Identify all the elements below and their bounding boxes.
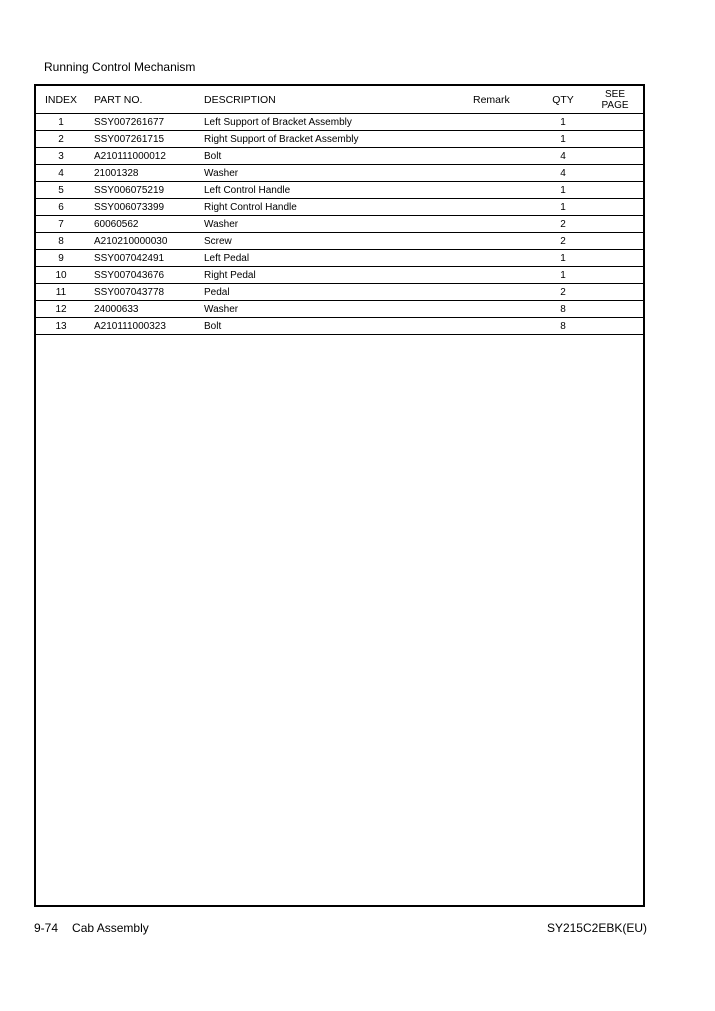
cell-qty: 2 <box>539 216 587 233</box>
cell-remark <box>469 318 539 335</box>
table-row <box>36 182 643 199</box>
cell-qty: 4 <box>539 165 587 182</box>
cell-see-page <box>587 165 643 182</box>
cell-see-page <box>587 318 643 335</box>
cell-index: 5 <box>36 182 86 199</box>
cell-part-no: SSY007261715 <box>86 131 198 148</box>
cell-description: Bolt <box>198 148 469 165</box>
cell-description: Right Control Handle <box>198 199 469 216</box>
header-remark: Remark <box>469 86 539 114</box>
cell-qty: 1 <box>539 250 587 267</box>
cell-see-page <box>587 267 643 284</box>
cell-remark <box>469 131 539 148</box>
cell-remark <box>469 301 539 318</box>
footer-section: Cab Assembly <box>72 921 149 935</box>
cell-index: 8 <box>36 233 86 250</box>
cell-description: Left Pedal <box>198 250 469 267</box>
cell-see-page <box>587 199 643 216</box>
table-row <box>36 165 643 182</box>
cell-see-page <box>587 148 643 165</box>
page-number: 9-74 <box>34 921 59 935</box>
cell-part-no: SSY007261677 <box>86 114 198 131</box>
cell-remark <box>469 284 539 301</box>
table-row <box>36 284 643 301</box>
header-qty: QTY <box>539 86 587 114</box>
cell-index: 3 <box>36 148 86 165</box>
cell-remark <box>469 216 539 233</box>
cell-description: Washer <box>198 301 469 318</box>
cell-part-no: SSY006075219 <box>86 182 198 199</box>
cell-qty: 4 <box>539 148 587 165</box>
cell-remark <box>469 165 539 182</box>
footer-model: SY215C2EBK(EU) <box>546 921 647 935</box>
cell-qty: 1 <box>539 131 587 148</box>
cell-part-no: SSY006073399 <box>86 199 198 216</box>
cell-part-no: 60060562 <box>86 216 198 233</box>
cell-description: Screw <box>198 233 469 250</box>
table-row <box>36 148 643 165</box>
table-row <box>36 216 643 233</box>
section-title: Running Control Mechanism <box>44 60 196 74</box>
cell-see-page <box>587 284 643 301</box>
cell-remark <box>469 233 539 250</box>
cell-see-page <box>587 250 643 267</box>
cell-part-no: 24000633 <box>86 301 198 318</box>
table-row <box>36 301 643 318</box>
cell-remark <box>469 199 539 216</box>
cell-description: Right Pedal <box>198 267 469 284</box>
cell-see-page <box>587 131 643 148</box>
cell-see-page <box>587 233 643 250</box>
cell-description: Bolt <box>198 318 469 335</box>
table-row <box>36 250 643 267</box>
table-header-row <box>36 86 643 114</box>
table-row <box>36 233 643 250</box>
cell-part-no: SSY007043778 <box>86 284 198 301</box>
cell-part-no: 21001328 <box>86 165 198 182</box>
cell-remark <box>469 250 539 267</box>
cell-see-page <box>587 301 643 318</box>
header-see-page <box>587 86 643 114</box>
cell-index: 4 <box>36 165 86 182</box>
table-row <box>36 114 643 131</box>
cell-index: 11 <box>36 284 86 301</box>
table-row <box>36 131 643 148</box>
cell-index: 9 <box>36 250 86 267</box>
cell-index: 12 <box>36 301 86 318</box>
cell-index: 13 <box>36 318 86 335</box>
parts-table-body <box>36 114 643 335</box>
cell-index: 6 <box>36 199 86 216</box>
header-index: INDEX <box>36 86 86 114</box>
cell-part-no: SSY007043676 <box>86 267 198 284</box>
footer-left <box>34 921 149 935</box>
cell-qty: 1 <box>539 267 587 284</box>
cell-description: Left Control Handle <box>198 182 469 199</box>
cell-qty: 1 <box>539 182 587 199</box>
cell-see-page <box>587 216 643 233</box>
cell-description: Left Support of Bracket Assembly <box>198 114 469 131</box>
header-see-page-line1: SEE <box>604 88 625 100</box>
header-part-no: PART NO. <box>86 86 198 114</box>
cell-remark <box>469 182 539 199</box>
cell-part-no: A210111000323 <box>86 318 198 335</box>
cell-see-page <box>587 182 643 199</box>
cell-description: Washer <box>198 165 469 182</box>
cell-remark <box>469 114 539 131</box>
table-row <box>36 199 643 216</box>
cell-qty: 2 <box>539 284 587 301</box>
cell-qty: 8 <box>539 301 587 318</box>
cell-description: Pedal <box>198 284 469 301</box>
cell-part-no: A210111000012 <box>86 148 198 165</box>
cell-qty: 1 <box>539 199 587 216</box>
header-see-page-line2: PAGE <box>601 99 629 111</box>
cell-part-no: A210210000030 <box>86 233 198 250</box>
table-row <box>36 267 643 284</box>
cell-remark <box>469 267 539 284</box>
cell-index: 2 <box>36 131 86 148</box>
header-description: DESCRIPTION <box>198 86 469 114</box>
cell-description: Right Support of Bracket Assembly <box>198 131 469 148</box>
cell-see-page <box>587 114 643 131</box>
cell-index: 10 <box>36 267 86 284</box>
table-row <box>36 318 643 335</box>
cell-description: Washer <box>198 216 469 233</box>
parts-table <box>36 86 643 335</box>
cell-qty: 8 <box>539 318 587 335</box>
cell-qty: 2 <box>539 233 587 250</box>
cell-index: 7 <box>36 216 86 233</box>
cell-remark <box>469 148 539 165</box>
cell-part-no: SSY007042491 <box>86 250 198 267</box>
cell-index: 1 <box>36 114 86 131</box>
parts-list-frame <box>34 84 645 907</box>
cell-qty: 1 <box>539 114 587 131</box>
